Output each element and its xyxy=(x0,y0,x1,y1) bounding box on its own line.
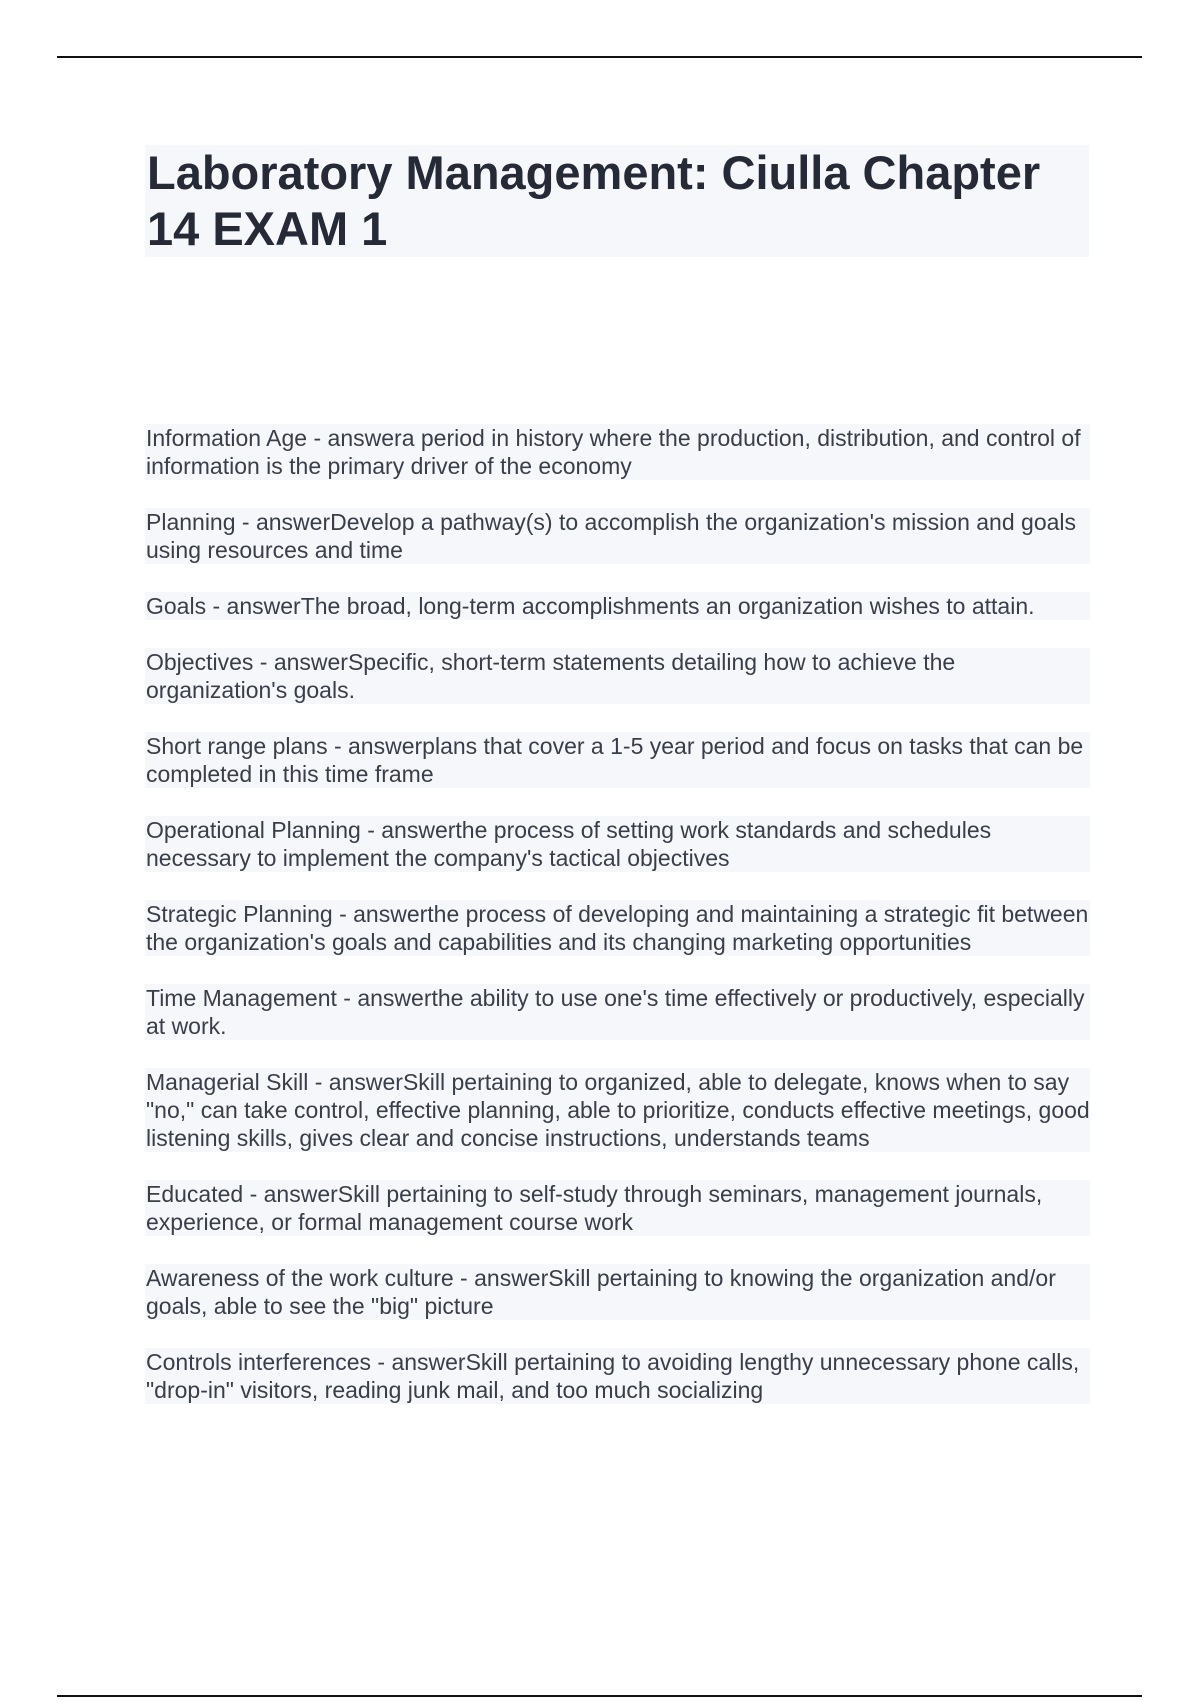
entry-separator: - answer xyxy=(332,901,428,927)
glossary-entry xyxy=(145,1180,1090,1236)
glossary-entry xyxy=(145,1264,1090,1320)
entry-term: Planning xyxy=(146,509,236,535)
glossary-entry xyxy=(145,1348,1090,1404)
entry-term: Goals xyxy=(146,593,207,619)
entry-separator: - answer xyxy=(235,509,331,535)
entry-separator: - answer xyxy=(253,649,348,675)
entry-definition: The broad, long-term accomplishments an organization wishes to attain. xyxy=(300,593,1035,619)
entry-separator: - answer xyxy=(336,985,432,1011)
entry-separator: - answer xyxy=(308,1069,403,1095)
entry-definition: a period in history where the production, distribution, and control of information is the primary driver of the economy xyxy=(146,425,1081,479)
entry-term: Short range plans xyxy=(146,733,328,759)
entry-term: Objectives xyxy=(146,649,254,675)
glossary-entry xyxy=(145,984,1090,1040)
entry-separator: - answer xyxy=(327,733,423,759)
entry-term: Operational Planning xyxy=(146,817,361,843)
entry-term: Awareness of the work culture xyxy=(146,1265,454,1291)
glossary-entry xyxy=(145,424,1090,480)
entry-separator: - answer xyxy=(206,593,301,619)
top-rule xyxy=(57,56,1142,58)
entry-separator: - answer xyxy=(453,1265,549,1291)
entry-separator: - answer xyxy=(371,1349,466,1375)
entry-term: Controls interferences xyxy=(146,1349,371,1375)
entry-definition: Skill pertaining to knowing the organization and/or goals, able to see the "big" picture xyxy=(146,1265,1056,1319)
entry-term: Information Age xyxy=(146,425,308,451)
entry-term: Time Management xyxy=(146,985,337,1011)
entry-term: Managerial Skill xyxy=(146,1069,309,1095)
entry-separator: - answer xyxy=(243,1181,338,1207)
page-title: Laboratory Management: Ciulla Chapter 14 EXAM 1 xyxy=(147,146,1041,255)
glossary-list xyxy=(145,424,1090,1432)
title-block xyxy=(145,145,1089,257)
glossary-entry xyxy=(145,648,1090,704)
glossary-entry xyxy=(145,900,1090,956)
glossary-entry xyxy=(145,732,1090,788)
entry-term: Educated xyxy=(146,1181,244,1207)
entry-definition: Skill pertaining to avoiding lengthy unnecessary phone calls, "drop-in" visitors, reading junk mail, and too much socializing xyxy=(146,1349,1080,1403)
glossary-entry xyxy=(145,816,1090,872)
entry-definition: the process of developing and maintaining a strategic fit between the organization's goals and capabilities and its changing marketing opportunities xyxy=(146,901,1089,955)
entry-definition: Skill pertaining to organized, able to delegate, knows when to say "no," can take control, effective planning, able to prioritize, conducts effective meetings, good listening skills, gives clear and concise instructions, understands teams xyxy=(146,1069,1090,1151)
entry-separator: - answer xyxy=(360,817,456,843)
entry-definition: Develop a pathway(s) to accomplish the organization's mission and goals using resources and time xyxy=(146,509,1077,563)
entry-definition: Specific, short-term statements detailing how to achieve the organization's goals. xyxy=(146,649,956,703)
entry-definition: the ability to use one's time effectively or productively, especially at work. xyxy=(146,985,1085,1039)
entry-separator: - answer xyxy=(307,425,402,451)
glossary-entry xyxy=(145,592,1090,620)
glossary-entry xyxy=(145,1068,1090,1152)
entry-term: Strategic Planning xyxy=(146,901,333,927)
glossary-entry xyxy=(145,508,1090,564)
entry-definition: the process of setting work standards and schedules necessary to implement the company's tactical objectives xyxy=(146,817,992,871)
entry-definition: plans that cover a 1-5 year period and focus on tasks that can be completed in this time frame xyxy=(146,733,1084,787)
entry-definition: Skill pertaining to self-study through seminars, management journals, experience, or formal management course work xyxy=(146,1181,1043,1235)
bottom-rule xyxy=(57,1695,1142,1697)
